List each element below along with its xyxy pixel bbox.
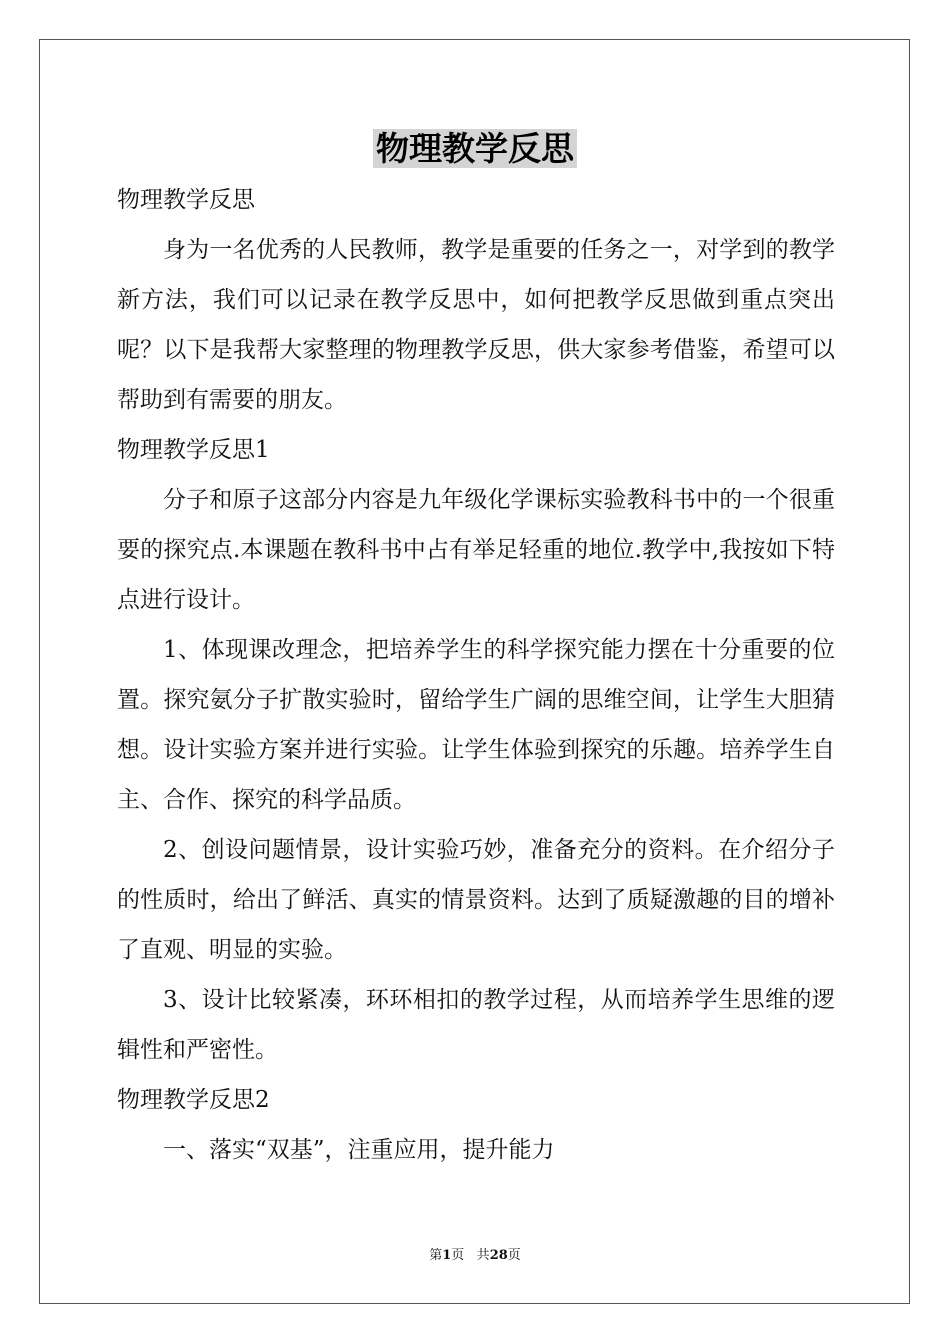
page-footer [0, 1244, 950, 1263]
footer-total-prefix: 共 [476, 1248, 490, 1263]
paragraph: 一、落实“双基”，注重应用，提升能力 [163, 1137, 555, 1163]
paragraph: 1、体现课改理念，把培养学生的科学探究能力摆在十分重要的位置。探究氨分子扩散实验时，留给学生广阔的思维空间，让学生大胆猜想。设计实验方案并进行实验。让学生体验到探究的乐趣。培养学生自主、合作、探究的科学品质。 [117, 637, 835, 813]
paragraph: 2、创设问题情景，设计实验巧妙，准备充分的资料。在介绍分子的性质时，给出了鲜活、真实的情景资料。达到了质疑激趣的目的增补了直观、明显的实验。 [117, 837, 835, 963]
document-body [117, 175, 835, 1175]
footer-prefix: 第 [429, 1248, 443, 1263]
paragraph: 分子和原子这部分内容是九年级化学课标实验教科书中的一个很重要的探究点.本课题在教科书中占有举足轻重的地位.教学中,我按如下特点进行设计。 [117, 487, 835, 613]
document-title-text: 物理教学反思 [373, 129, 577, 168]
footer-total-suffix: 页 [507, 1248, 521, 1263]
paragraph: 物理教学反思2 [117, 1087, 270, 1113]
paragraph: 身为一名优秀的人民教师，教学是重要的任务之一，对学到的教学新方法，我们可以记录在教学反思中，如何把教学反思做到重点突出呢？以下是我帮大家整理的物理教学反思，供大家参考借鉴，希望可以帮助到有需要的朋友。 [117, 237, 835, 413]
footer-page-suffix: 页 [451, 1248, 465, 1263]
paragraph: 物理教学反思 [117, 187, 255, 213]
paragraph: 物理教学反思1 [117, 437, 270, 463]
footer-page-number: 1 [442, 1248, 452, 1263]
footer-total-pages: 28 [489, 1248, 508, 1263]
paragraph: 3、设计比较紧凑，环环相扣的教学过程，从而培养学生思维的逻辑性和严密性。 [117, 987, 835, 1063]
document-title [0, 127, 950, 171]
